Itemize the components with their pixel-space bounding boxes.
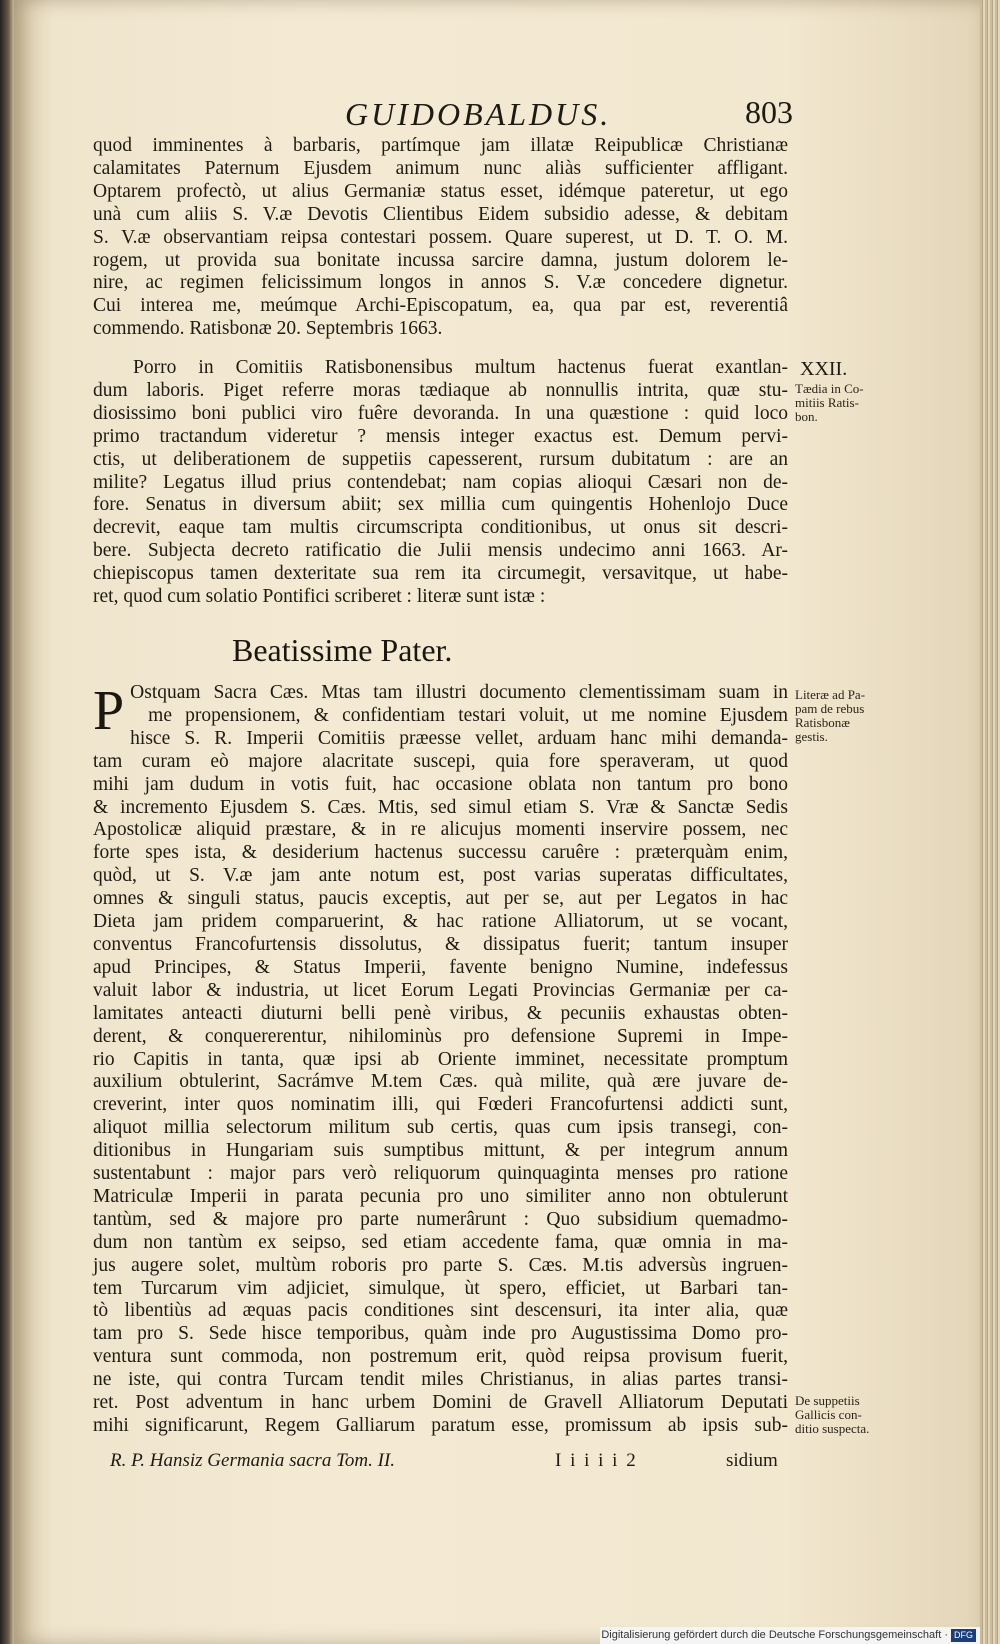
text-line: fore. Senatus in diversum abiit; sex millia cum quingentis Hohenlojo Duce	[93, 494, 788, 516]
text-line: Ostquam Sacra Cæs. Mtas tam illustri documento clementissimam suam in	[130, 682, 788, 703]
text-line: unà cum aliis S. V.æ Devotis Clientibus Eidem subsidio adesse, & debitam	[93, 203, 788, 225]
text-line: tantùm, sed & majore pro parte numerârunt : Quo subsidium quemadmo-	[93, 1208, 788, 1230]
text-line: jus augere solet, multùm roboris pro parte S. Cæs. M.tis adversùs ingruen-	[93, 1254, 788, 1276]
digitization-banner	[600, 1627, 980, 1644]
margin-note-suppetiis	[795, 1394, 869, 1436]
text-line: ret. Post adventum in hanc urbem Domini de Gravell Alliatorum Deputati	[93, 1392, 788, 1414]
margin-line: Tædia in Co-	[795, 381, 864, 396]
section-number: XXII.	[800, 358, 848, 380]
text-line: S. V.æ observantiam reipsa contestari possem. Quare superest, ut D. T. O. M.	[93, 226, 788, 248]
text-line: ditionibus in Hungariam suis sumptibus mittunt, & per integrum annum	[93, 1140, 788, 1162]
letter-body	[93, 682, 788, 1438]
text-line: omnes & singuli status, paucis exceptis, aut per se, aut per Legatos in hac	[93, 888, 788, 910]
text-line: mihi significarunt, Regem Galliarum paratum esse, promissum ab ipsis sub-	[93, 1415, 788, 1436]
page-number: 803	[745, 94, 793, 130]
text-line: mihi jam dudum in votis fuit, hac occasione oblata non tantum pro bono	[93, 773, 788, 795]
text-line: rogem, ut provida sua bonitate incussa sarcire damna, justum dolorem le-	[93, 249, 788, 271]
text-line: Porro in Comitiis Ratisbonensibus multum hactenus fuerat exantlan-	[133, 357, 788, 378]
margin-note-taedia	[795, 382, 864, 424]
margin-line: mitiis Ratis-	[795, 395, 859, 410]
text-line: valuit labor & industria, ut licet Eorum Legati Provincias Germaniæ per ca-	[93, 979, 788, 1001]
margin-line: De suppetiis	[795, 1393, 860, 1408]
text-line: chiepiscopus tamen dexteritate sua rem ita circumegit, versavitque, ut habe-	[93, 563, 788, 585]
text-line: tò libentiùs ad æquas pacis conditiones sint descensuri, ita inter alia, quæ	[93, 1300, 788, 1322]
margin-line: bon.	[795, 409, 818, 424]
margin-note-literae	[795, 688, 865, 744]
margin-line: Literæ ad Pa-	[795, 687, 866, 702]
text-line: apud Principes, & Status Imperii, favente benigno Numine, indefessus	[93, 956, 788, 978]
margin-line: Gallicis con-	[795, 1407, 862, 1422]
text-line: nire, ac regimen felicissimum longos in annos S. V.æ concedere dignetur.	[93, 272, 788, 294]
signature-mark: I i i i i 2	[555, 1450, 638, 1471]
text-line: sustentabunt : major pars verò reliquorum quinquaginta menses pro ratione	[93, 1163, 788, 1185]
paragraph-comitia	[93, 357, 788, 609]
text-line: decrevit, eaque tam multis circumscripta conditionibus, ut onus sit descri-	[93, 517, 788, 539]
footer-title: R. P. Hansiz Germania sacra Tom. II.	[110, 1450, 396, 1471]
banner-text: Digitalisierung gefördert durch die Deutsche Forschungsgemeinschaft ·	[601, 1629, 948, 1641]
letter-lines	[93, 682, 788, 1438]
drop-capital: P	[93, 680, 125, 742]
text-line: ret, quod cum solatio Pontifici scriberet : literæ sunt istæ :	[93, 586, 546, 608]
text-line: ctis, ut deliberationem de suppetiis capesserent, rursum dubitatum : are an	[93, 448, 788, 470]
text-line: creverint, inter quos nominatim illi, qui Fœderi Francofurtensi addicti sunt,	[93, 1094, 788, 1116]
text-line: commendo. Ratisbonæ 20. Septembris 1663.	[93, 318, 443, 340]
text-line: Optarem profectò, ut alius Germaniæ status esset, idémque pateretur, ut ego	[93, 180, 788, 202]
text-line: dum non tantùm ex seipso, sed etiam accedente fama, quæ omnia in ma-	[93, 1231, 788, 1253]
text-line: forte spes ista, & desiderium hactenus successu caruêre : præterquàm enim,	[93, 842, 788, 864]
page-edges	[980, 0, 1000, 1644]
text-line: ventura sunt commoda, non postremum erit, quòd reipsa provisum fuerit,	[93, 1346, 788, 1368]
text-line: & incremento Ejusdem S. Cæs. Mtis, sed simul etiam S. Vræ & Sanctæ Sedis	[93, 796, 788, 818]
letter-salutation: Beatissime Pater.	[232, 632, 453, 668]
text-line: tam curam eò majore alacritate suscepi, quia fore speraveram, ut quod	[93, 750, 788, 772]
text-line: aliquot millia selectorum militum sub certis, quas cum ipsis transegi, con-	[93, 1117, 788, 1139]
text-line: quòd, ut S. V.æ jam ante notum est, post varias superatas difficultates,	[93, 865, 788, 887]
text-line: derent, & conquererentur, nihilominùs pro defensione Supremi in Impe-	[93, 1025, 788, 1047]
text-line: lamitates anteacti diuturni belli penè viribus, & pecuniis exhaustas obten-	[93, 1002, 788, 1024]
text-line: quod imminentes à barbaris, partímque jam illatæ Reipublicæ Christianæ	[93, 135, 788, 156]
catchword: sidium	[726, 1450, 778, 1471]
paragraph-letter-closing	[93, 135, 788, 341]
text-line: Dieta jam pridem comparuerint, & hac ratione Alliatorum, ut se vocant,	[93, 911, 788, 933]
text-line: me propensionem, & confidentiam testari voluit, ut me nomine Ejusdem	[148, 704, 788, 726]
text-line: hisce S. R. Imperii Comitiis præesse vellet, arduam hanc mihi demanda-	[130, 727, 788, 749]
margin-line: pam de rebus	[795, 701, 865, 716]
margin-line: gestis.	[795, 729, 828, 744]
dfg-logo: DFG	[951, 1629, 976, 1642]
text-line: conventus Francofurtensis dissolutus, & dissipatus fuerit; tantum insuper	[93, 933, 788, 955]
margin-line: Ratisbonæ	[795, 715, 850, 730]
text-line: dum laboris. Piget referre moras tædiaque ab nonnullis intrita, quæ stu-	[93, 379, 788, 401]
text-line: Cui interea me, meúmque Archi-Episcopatum, ea, qua par est, reverentiâ	[93, 295, 788, 317]
text-line: rio Capitis in tanta, quæ ipsi ab Oriente imminet, necessitate promptum	[93, 1048, 788, 1070]
text-line: ne iste, qui contra Turcam tendit miles Christianus, in alias partes transi-	[93, 1369, 788, 1391]
text-line: Matriculæ Imperii in parata pecunia pro uno similiter anno non obtulerunt	[93, 1185, 788, 1207]
text-line: auxilium obtulerint, Sacrámve M.tem Cæs. quà milite, quà ære juvare de-	[93, 1071, 788, 1093]
text-line: diosissimo boni publici viro fuêre devoranda. In una quæstione : quid loco	[93, 402, 788, 424]
text-line: Apostolicæ aliquid præstare, & in re alicujus momenti inservire possem, nec	[93, 819, 788, 841]
margin-line: ditio suspecta.	[795, 1421, 870, 1436]
text-line: primo tractandum videretur ? mensis integer exactus est. Demum pervi-	[93, 425, 788, 447]
book-binding	[0, 0, 14, 1644]
text-line: milite? Legatus illud prius contendebat; nam copias alioqui Cæsari non de-	[93, 471, 788, 493]
text-line: tem Turcarum vim adjiciet, simulque, ùt spero, efficiet, ut Barbari tan-	[93, 1277, 788, 1299]
text-line: tam pro S. Sede hisce temporibus, quàm inde pro Augustissima Domo pro-	[93, 1323, 788, 1345]
text-line: bere. Subjecta decreto ratificatio die Julii mensis undecimo anni 1663. Ar-	[93, 540, 788, 562]
text-line: calamitates Paternum Ejusdem animum nunc aliàs sufficienter affligant.	[93, 157, 788, 179]
running-head: GUIDOBALDUS.	[345, 96, 612, 132]
